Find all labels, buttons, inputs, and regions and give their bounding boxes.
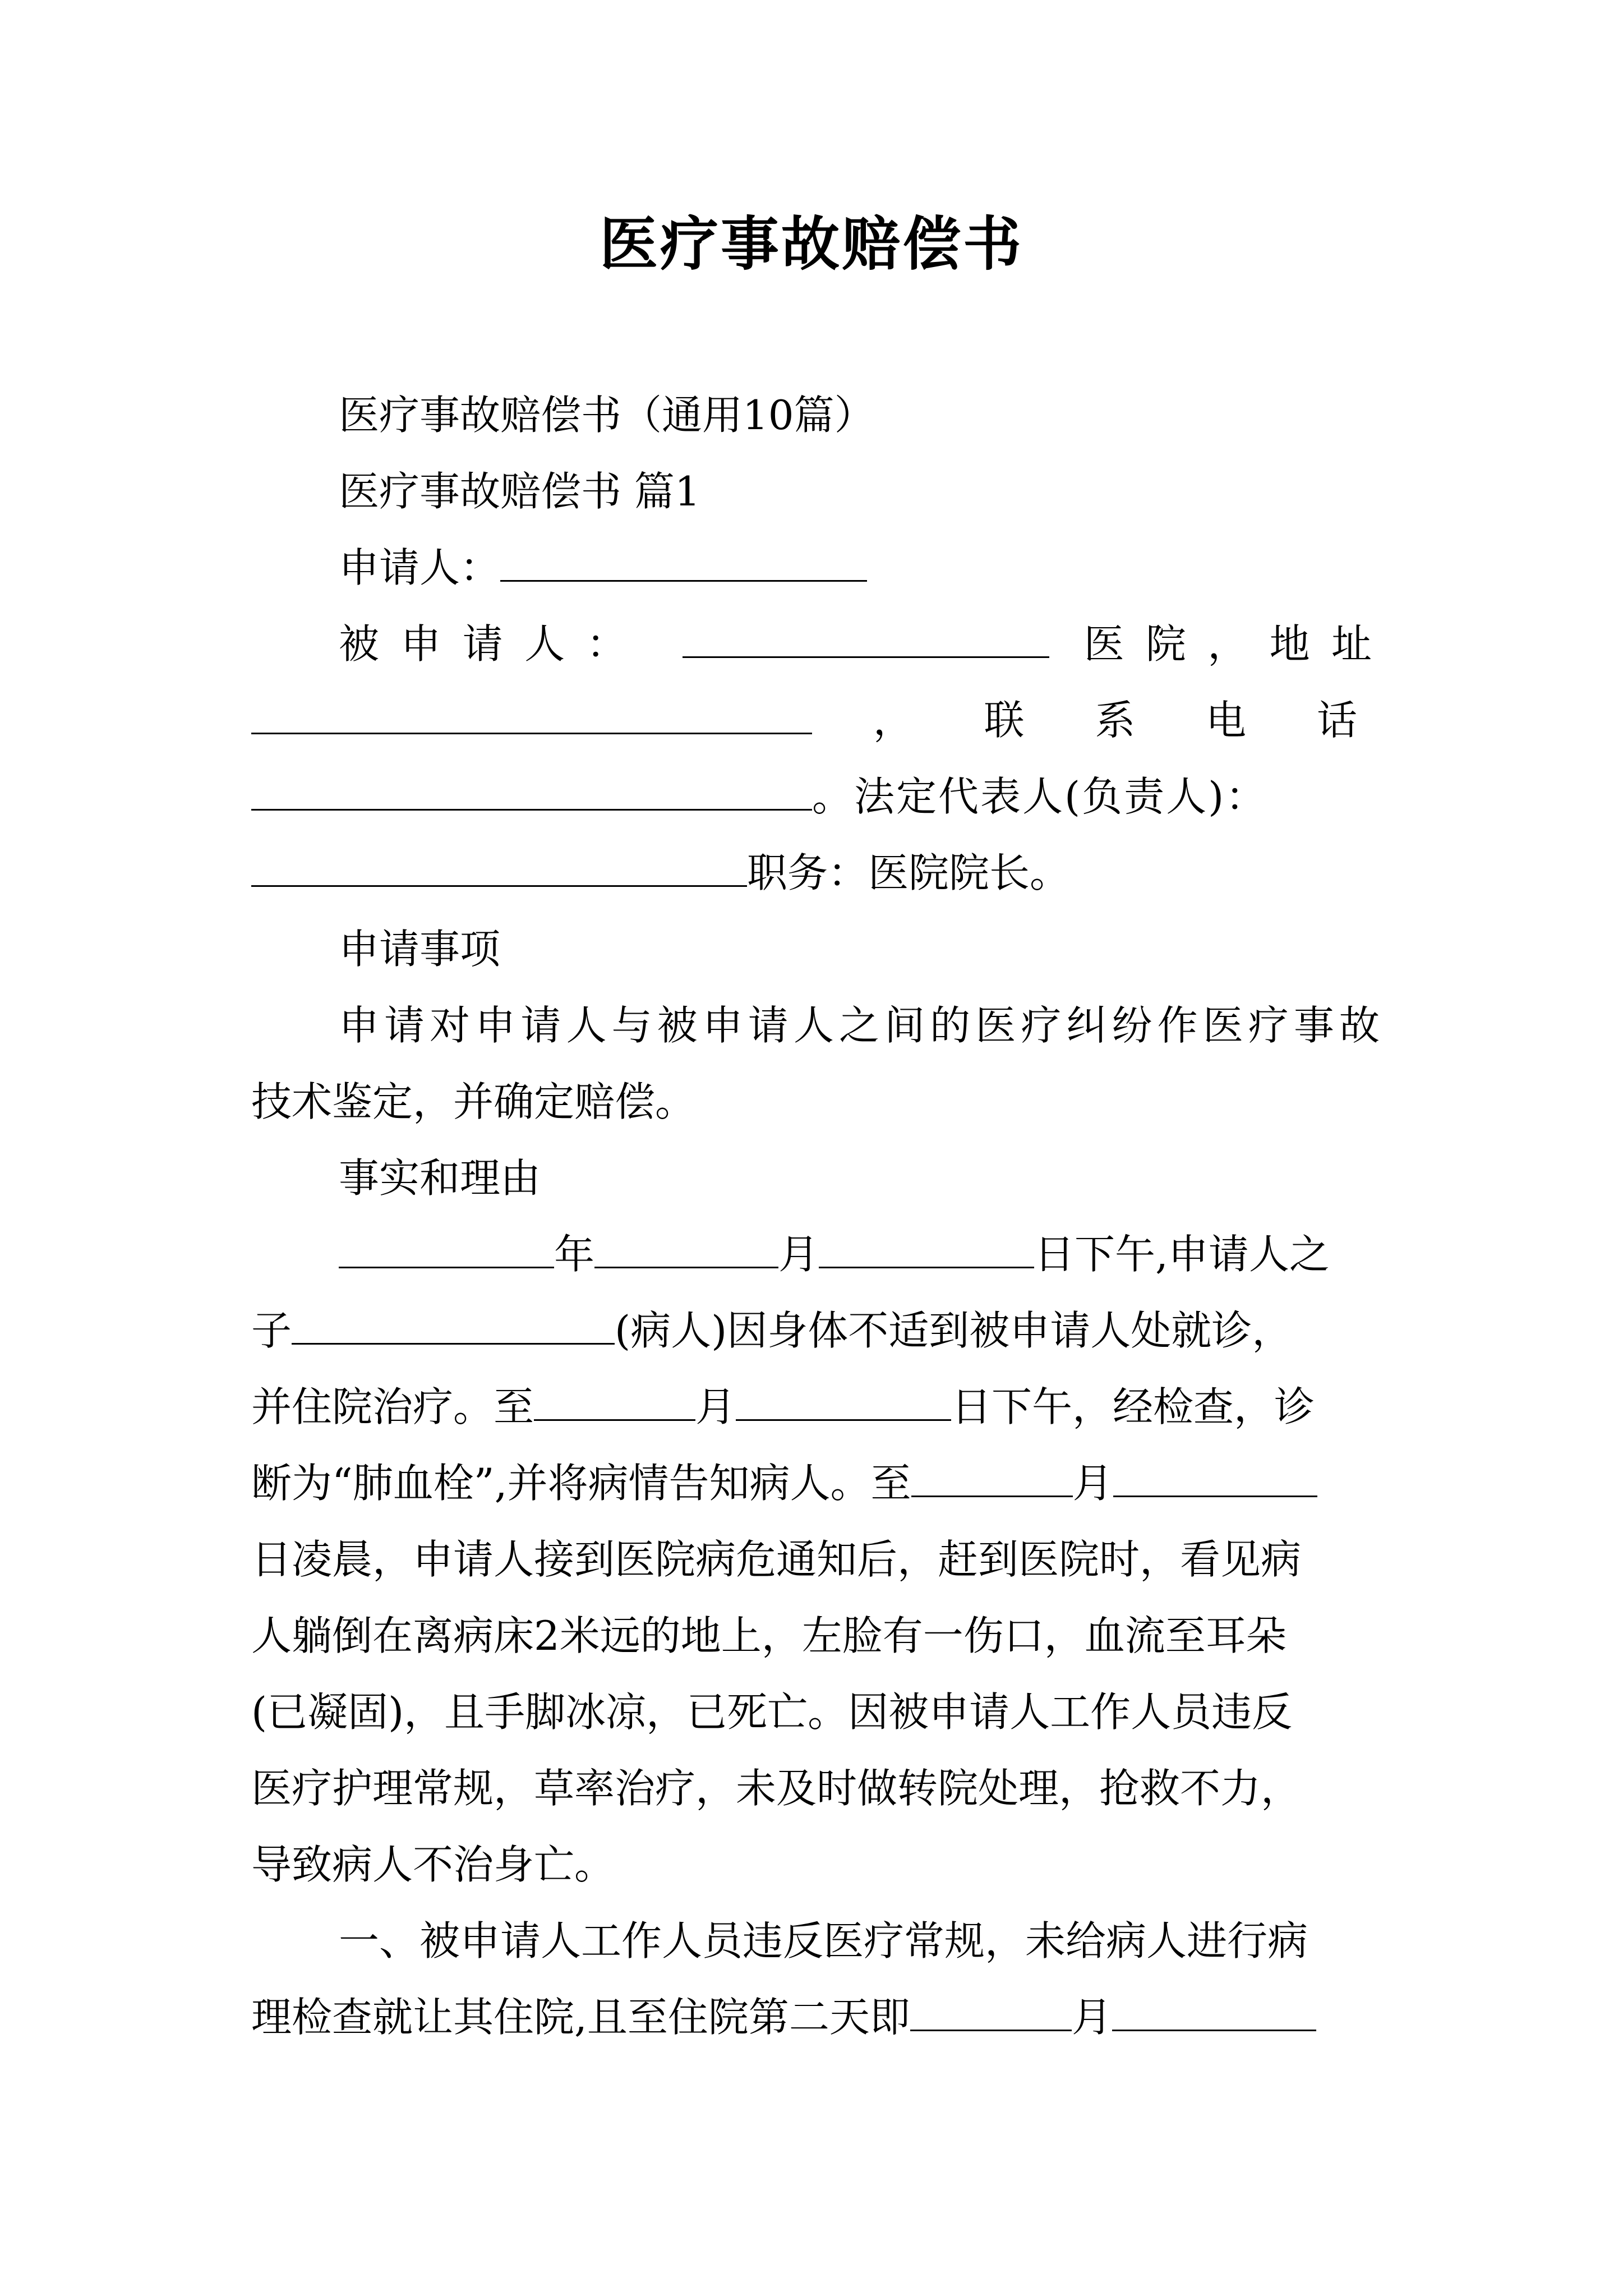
facts-line-4	[251, 1455, 1380, 1511]
patient-name-blank[interactable]	[292, 1306, 615, 1345]
facts-line-9: 导致病人不治身亡。	[251, 1841, 615, 1888]
facts-heading: 事实和理由	[339, 1154, 541, 1202]
year-label: 年	[554, 1231, 595, 1278]
applicant-label: 申请人：	[339, 544, 501, 591]
point-1-text: 理检查就让其住院,且至住院第二天即	[251, 1994, 910, 2041]
facts-line-1	[339, 1226, 1380, 1282]
facts-text: 日下午,申请人之	[1034, 1231, 1330, 1278]
facts-line-2	[251, 1303, 1380, 1359]
subtitle: 医疗事故赔偿书（通用10篇）	[339, 392, 875, 439]
position-text: 职务：医院院长。	[747, 849, 1071, 896]
legal-rep-blank[interactable]	[251, 848, 747, 887]
respondent-label: 被申请人：	[339, 620, 648, 668]
day-blank[interactable]	[736, 1382, 951, 1421]
facts-text: (病人)因身体不适到被申请人处就诊，	[615, 1307, 1293, 1354]
legal-rep-label: 。法定代表人(负责人)：	[812, 773, 1268, 820]
point-1-line-2	[251, 1989, 1380, 2045]
month-label: 月	[695, 1383, 736, 1430]
hospital-address-label: 医院，地址	[1083, 620, 1380, 668]
facts-text: 日下午，经检查，诊	[951, 1383, 1315, 1430]
respondent-name-blank[interactable]	[683, 619, 1049, 658]
facts-line-6: 人躺倒在离病床2米远的地上，左脸有一伤口，血流至耳朵	[251, 1612, 1287, 1659]
day-blank[interactable]	[1112, 1993, 1316, 2031]
facts-line-3	[251, 1379, 1380, 1435]
applicant-line	[339, 540, 1380, 596]
address-line	[251, 692, 1380, 748]
facts-text: 子	[251, 1307, 292, 1354]
phone-blank[interactable]	[251, 772, 812, 811]
facts-line-8: 医疗护理常规，草率治疗，未及时做转院处理，抢救不力，	[251, 1765, 1302, 1812]
month-label: 月	[778, 1231, 819, 1278]
month-label: 月	[1072, 1460, 1113, 1507]
month-blank[interactable]	[594, 1230, 778, 1268]
phone-label: ，联系电话	[873, 697, 1380, 744]
day-blank[interactable]	[819, 1230, 1034, 1268]
legal-rep-line	[251, 845, 1380, 901]
month-label: 月	[1071, 1994, 1112, 2041]
address-blank[interactable]	[251, 696, 812, 734]
month-blank[interactable]	[534, 1382, 695, 1421]
year-blank[interactable]	[339, 1230, 554, 1268]
matters-line-2: 技术鉴定，并确定赔偿。	[251, 1078, 696, 1125]
respondent-line	[339, 616, 1380, 672]
month-blank[interactable]	[910, 1993, 1072, 2031]
facts-line-7: (已凝固)，且手脚冰凉，已死亡。因被申请人工作人员违反	[251, 1688, 1293, 1736]
day-blank[interactable]	[1113, 1458, 1317, 1497]
month-blank[interactable]	[911, 1458, 1073, 1497]
document-title: 医疗事故赔偿书	[599, 209, 1023, 278]
applicant-blank[interactable]	[500, 543, 867, 582]
matters-heading: 申请事项	[339, 926, 501, 973]
matters-line-1: 申请对申请人与被申请人之间的医疗纠纷作医疗事故	[339, 1002, 1380, 1049]
facts-text: 并住院治疗。至	[251, 1383, 534, 1430]
facts-line-5: 日凌晨，申请人接到医院病危通知后，赶到医院时，看见病	[251, 1536, 1302, 1583]
phone-line	[251, 769, 1380, 825]
facts-text: 断为“肺血栓”,并将病情告知病人。至	[251, 1460, 911, 1507]
piece-title: 医疗事故赔偿书 篇1	[339, 468, 700, 515]
point-1-line-1: 一、被申请人工作人员违反医疗常规，未给病人进行病	[339, 1917, 1308, 1964]
